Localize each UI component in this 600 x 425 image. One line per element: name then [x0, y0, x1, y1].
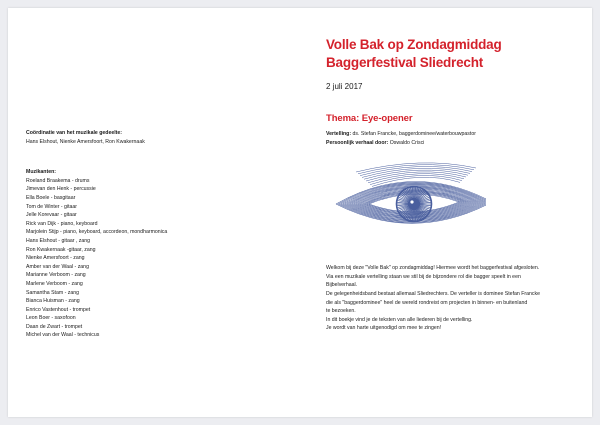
- intro-line: Via een muzikale vertelling staan we stil bij de bijzondere rol die bagger speelt in een: [326, 273, 521, 280]
- musician-item: Nienke Amersfoort - zang: [26, 255, 85, 262]
- event-date: 2 juli 2017: [326, 82, 363, 91]
- musicians-list: [26, 177, 286, 340]
- program-column: [326, 36, 586, 333]
- coordination-names: Hans Elshout, Nienke Amersfoort, Ron Kwakernaak: [26, 138, 145, 145]
- intro-line: die als "baggerdominee" heel de wereld rondreist om projecten in binnen- en buitenland: [326, 299, 528, 306]
- narration-value: ds. Stefan Francke, baggerdominee/waterbouwpastor: [351, 131, 476, 137]
- musician-item: Amber van der Waal - zang: [26, 263, 89, 270]
- pupil: [408, 198, 420, 210]
- intro-line: Je wordt van harte uitgenodigd om mee te zingen!: [326, 325, 442, 332]
- musician-item: Marianne Verboom - zang: [26, 272, 86, 279]
- musician-item: Marjolein Stijp - piano, keyboard, accordeon, mondharmonica: [26, 229, 168, 236]
- musician-item: Enrico Vastenhout - trompet: [26, 306, 91, 313]
- musicians-column: [26, 129, 286, 340]
- musician-item: Rick van Dijk - piano, keyboard: [26, 220, 98, 227]
- theme-heading: Thema: Eye-opener: [326, 113, 413, 124]
- coordination-heading: Coördinatie van het muzikale gedeelte:: [26, 130, 122, 136]
- brow-line: [358, 165, 474, 174]
- musician-item: Marlene Verboom - zang: [26, 280, 83, 287]
- page-title-line2: Baggerfestival Sliedrecht: [326, 55, 484, 70]
- brow-line: [362, 168, 470, 177]
- intro-line: De gelegenheidsband bestaat allemaal Sliedrechters. De verteller is dominee Stefan Francke: [326, 290, 540, 297]
- brow-line: [364, 170, 468, 179]
- intro-line: In dit boekje vind je de teksten van alle liederen bij de vertelling.: [326, 316, 473, 323]
- story-value: Oswaldo Crisci: [388, 139, 425, 146]
- booklet-page: [8, 8, 592, 417]
- musicians-heading: Muzikanten:: [26, 169, 56, 176]
- musician-item: Samantha Stam - zang: [26, 289, 80, 296]
- intro-line: Bijbelverhaal.: [326, 282, 358, 289]
- musician-item: Bianca Huisman - zang: [26, 298, 80, 305]
- eye-engraving-icon: [326, 154, 486, 254]
- musician-item: Ella Boele - basgitaar: [26, 194, 76, 201]
- narration-line: [326, 130, 586, 139]
- story-line: [326, 139, 586, 148]
- narration-label: Vertelling:: [326, 131, 352, 137]
- musician-item: Leon Boer - saxofoon: [26, 315, 76, 322]
- intro-line: Welkom bij deze "Volle Bak" op zondagmiddag! Hiermee wordt het baggerfestival afgesloten.: [326, 265, 540, 272]
- musician-item: Jelle Korevaar - gitaar: [26, 212, 77, 219]
- brow-line: [360, 167, 472, 176]
- intro-text: [326, 264, 586, 333]
- intro-line: te bezoeken.: [326, 308, 356, 315]
- musician-item: Roeland Braakema - drums: [26, 177, 90, 184]
- musician-item: Ron Kwakernaak -gitaar, zang: [26, 246, 96, 253]
- story-label: Persoonlijk verhaal door:: [326, 139, 389, 146]
- brow-line: [366, 172, 466, 181]
- musician-item: Daan de Zwart - trompet: [26, 323, 83, 330]
- musician-item: Tom de Winter - gitaar: [26, 203, 78, 210]
- musician-item: Jimevan den Henk - percussie: [26, 186, 96, 193]
- pupil-highlight: [410, 201, 413, 204]
- musician-item: Michel van der Waal - technicus: [26, 332, 100, 339]
- page-title-line1: Volle Bak op Zondagmiddag: [326, 37, 502, 52]
- musician-item: Hans Elshout - gitaar , zang: [26, 237, 91, 244]
- brow-line: [356, 163, 476, 172]
